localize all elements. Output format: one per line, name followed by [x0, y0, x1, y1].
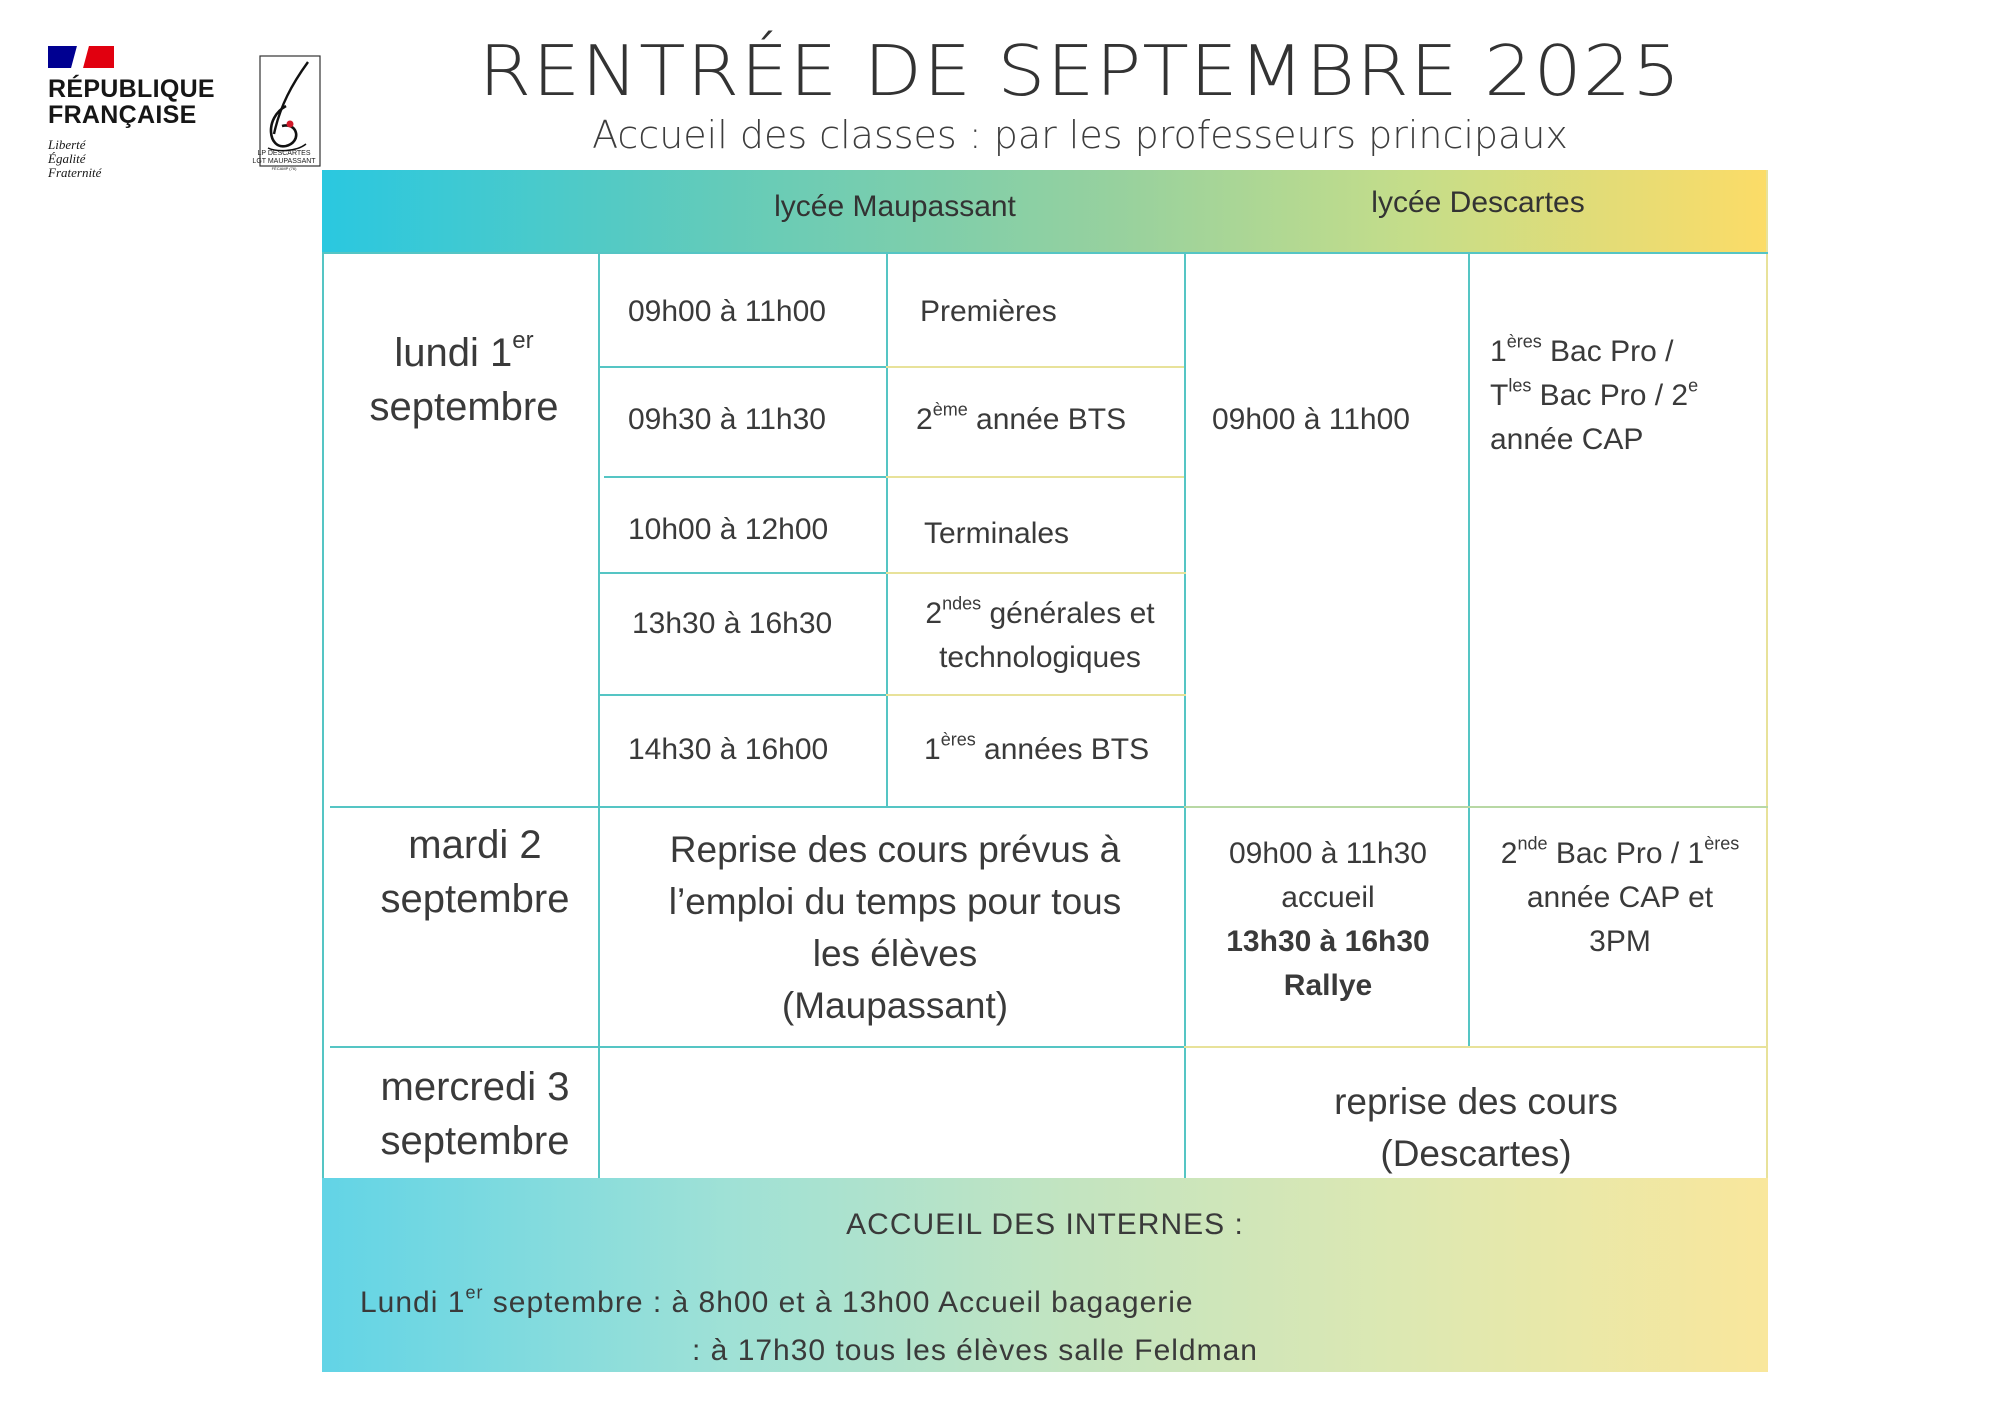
row-line-tuesday-end: [330, 1046, 1190, 1048]
rf-motto-liberte: Liberté: [48, 137, 86, 152]
internes-line1-b: septembre : à 8h00 et à 13h00 Accueil bagagerie: [483, 1286, 1194, 1319]
mon-desc-b-rest: Bac Pro / 2: [1531, 379, 1689, 412]
column-line-time: [886, 252, 888, 806]
rf-motto-fraternite: Fraternité: [48, 165, 102, 180]
table-header-rule: [322, 252, 1768, 254]
mon-desc-a-num: 1: [1490, 335, 1507, 368]
row-line-monday-end-b: [1184, 806, 1768, 808]
tue-maupassant-line2: l’emploi du temps pour tous: [668, 881, 1122, 922]
row-line-3: [598, 572, 886, 574]
internes-line1-a: Lundi 1: [360, 1286, 466, 1319]
mon-descartes-time: 09h00 à 11h00: [1212, 403, 1410, 436]
wed-descartes: [1186, 1076, 1766, 1180]
day-wednesday-line2: septembre: [380, 1119, 570, 1163]
mon-label-4-num: 2: [925, 597, 943, 630]
mon-label-5: [924, 728, 1149, 772]
school-logo-line1: LP DESCARTES: [257, 150, 311, 157]
school-logo-line2: LGT MAUPASSANT: [252, 158, 316, 165]
day-wednesday: [340, 1060, 610, 1168]
school-logo-line3: FÉCAMP (76): [271, 166, 297, 171]
mon-time-5: 14h30 à 16h00: [628, 733, 829, 766]
school-logo: [246, 54, 322, 176]
table-border-right: [1766, 170, 1768, 1180]
mon-desc-b-num: T: [1490, 379, 1509, 412]
header-descartes: lycée Descartes: [1371, 186, 1585, 219]
mon-time-4: 13h30 à 16h30: [632, 607, 833, 640]
tue-desc-label2: Rallye: [1283, 969, 1373, 1002]
day-tuesday: [340, 818, 610, 926]
tue-maupassant: [610, 824, 1180, 1032]
header-maupassant: lycée Maupassant: [774, 190, 1016, 223]
mon-desc-b-sup: les: [1508, 375, 1532, 396]
mon-descartes-classes: [1490, 330, 1760, 462]
mon-label-2-sup: ème: [932, 399, 968, 420]
internes-line1: [360, 1282, 1194, 1320]
column-line-descartes: [1468, 252, 1470, 1048]
rf-motto-egalite: Égalité: [48, 151, 86, 166]
wed-descartes-line1: reprise des cours: [1334, 1081, 1618, 1122]
mon-time-3: 10h00 à 12h00: [628, 513, 829, 546]
row-line-3b: [886, 572, 1186, 574]
mon-label-5-rest: années BTS: [975, 733, 1150, 766]
mon-label-4-sup: ndes: [942, 593, 982, 614]
tue-desc-c: 3PM: [1589, 925, 1651, 958]
day-tuesday-line1: mardi 2: [408, 823, 542, 867]
column-line-lycees: [1184, 252, 1186, 1178]
mon-desc-a-sup: ères: [1506, 331, 1542, 352]
tue-desc-a-sup: nde: [1517, 833, 1548, 854]
french-flag-icon: [48, 46, 114, 68]
tue-maupassant-line3: les élèves: [812, 933, 978, 974]
rf-name-line1: RÉPUBLIQUE: [48, 75, 215, 103]
page-title: RENTRÉE DE SEPTEMBRE 2025: [478, 29, 1682, 112]
internes-title: ACCUEIL DES INTERNES :: [846, 1208, 1244, 1241]
tue-desc-time2: 13h30 à 16h30: [1226, 925, 1430, 958]
row-line-4: [598, 694, 886, 696]
tue-desc-a-sup2: ères: [1704, 833, 1740, 854]
table-border-left: [322, 252, 324, 1178]
mon-time-1: 09h00 à 11h00: [628, 295, 826, 328]
mon-label-5-num: 1: [924, 733, 941, 766]
page-subtitle: Accueil des classes : par les professeurs principaux: [592, 113, 1568, 157]
tue-maupassant-line4: (Maupassant): [781, 985, 1009, 1026]
tue-maupassant-line1: Reprise des cours prévus à: [669, 829, 1121, 870]
mon-label-4-rest: générales et: [981, 597, 1155, 630]
tue-desc-a-mid: Bac Pro / 1: [1547, 837, 1705, 870]
day-monday-line1: lundi 1: [394, 331, 513, 375]
mon-label-1: Premières: [920, 295, 1057, 328]
mon-label-4-line2: technologiques: [939, 641, 1141, 674]
tue-desc-a-num: 2: [1500, 837, 1518, 870]
tue-desc-b: année CAP et: [1526, 881, 1714, 914]
rf-motto: [48, 138, 218, 180]
mon-desc-a-rest: Bac Pro /: [1541, 335, 1674, 368]
row-line-1: [598, 366, 886, 368]
mon-label-2-rest: année BTS: [967, 403, 1127, 436]
row-line-1b: [886, 366, 1184, 368]
tue-descartes-schedule: [1190, 832, 1466, 1008]
row-line-2: [604, 476, 886, 478]
mon-desc-c: année CAP: [1490, 423, 1644, 456]
tue-desc-label1: accueil: [1281, 881, 1375, 914]
mon-time-2: 09h30 à 11h30: [628, 403, 826, 436]
day-monday-sup: er: [512, 327, 534, 354]
mon-label-2: [916, 398, 1126, 442]
day-monday-line2: septembre: [369, 385, 559, 429]
row-line-tuesday-end-b: [1184, 1046, 1768, 1048]
mon-label-4: [900, 592, 1180, 680]
mon-label-3: Terminales: [924, 517, 1070, 550]
tue-descartes-classes: [1474, 832, 1766, 964]
row-line-2b: [886, 476, 1184, 478]
mon-label-5-sup: ères: [940, 729, 976, 750]
republique-francaise-logo: [48, 46, 218, 180]
tue-desc-time1: 09h00 à 11h30: [1229, 837, 1427, 870]
mon-label-2-num: 2: [916, 403, 933, 436]
internes-line2: : à 17h30 tous les élèves salle Feldman: [692, 1334, 1258, 1367]
rf-name-line2: FRANÇAISE: [48, 101, 197, 129]
day-tuesday-line2: septembre: [380, 877, 570, 921]
day-monday: [340, 326, 588, 434]
wed-descartes-line2: (Descartes): [1380, 1133, 1572, 1174]
day-wednesday-line1: mercredi 3: [380, 1065, 570, 1109]
row-line-4b: [886, 694, 1186, 696]
column-line-day: [598, 252, 600, 1178]
internes-line1-sup: er: [465, 1282, 484, 1303]
row-line-monday-end: [330, 806, 1190, 808]
mon-desc-b-sup2: e: [1688, 375, 1699, 396]
